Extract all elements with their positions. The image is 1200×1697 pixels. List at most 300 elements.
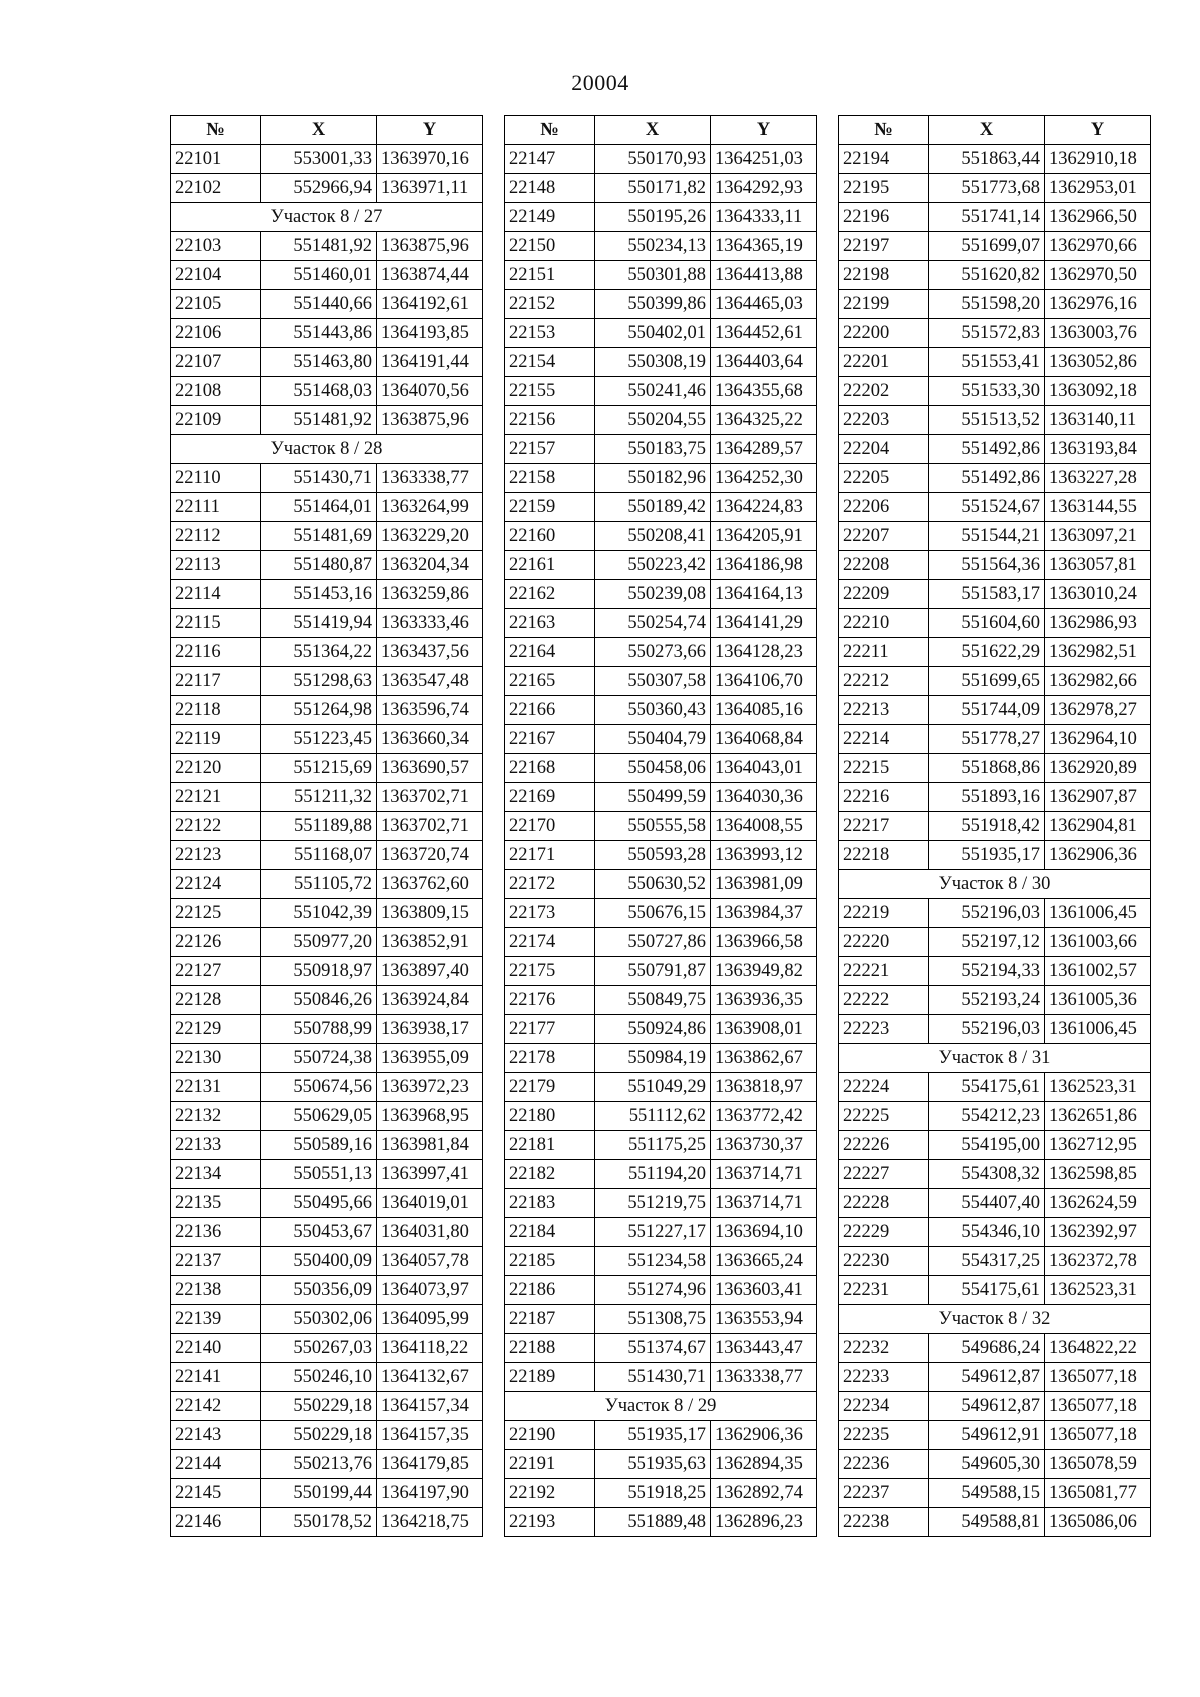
table-row [171,957,483,986]
x-coordinate: 551464,01 [261,493,377,522]
x-coordinate: 551918,25 [595,1479,711,1508]
point-number: 22216 [839,783,929,812]
point-number: 22220 [839,928,929,957]
table-row [171,580,483,609]
table-row [505,522,817,551]
table-row [839,261,1151,290]
y-coordinate: 1363762,60 [377,870,483,899]
point-number: 22226 [839,1131,929,1160]
x-coordinate: 551443,86 [261,319,377,348]
x-coordinate: 550234,13 [595,232,711,261]
x-coordinate: 554195,00 [929,1131,1045,1160]
x-coordinate: 551419,94 [261,609,377,638]
y-coordinate: 1364197,90 [377,1479,483,1508]
point-number: 22221 [839,957,929,986]
y-coordinate: 1362523,31 [1045,1073,1151,1102]
x-coordinate: 551572,83 [929,319,1045,348]
table-row [839,1189,1151,1218]
section-row [839,870,1151,899]
point-number: 22207 [839,522,929,551]
table-row [505,174,817,203]
x-coordinate: 550551,13 [261,1160,377,1189]
table-row [505,377,817,406]
x-coordinate: 551298,63 [261,667,377,696]
point-number: 22200 [839,319,929,348]
x-coordinate: 551481,92 [261,232,377,261]
point-number: 22170 [505,812,595,841]
table-row [839,1508,1151,1537]
point-number: 22142 [171,1392,261,1421]
y-coordinate: 1364355,68 [711,377,817,406]
y-coordinate: 1363949,82 [711,957,817,986]
x-coordinate: 551234,58 [595,1247,711,1276]
y-coordinate: 1363338,77 [711,1363,817,1392]
table-row [505,870,817,899]
x-coordinate: 551168,07 [261,841,377,870]
x-coordinate: 550402,01 [595,319,711,348]
x-coordinate: 550400,09 [261,1247,377,1276]
point-number: 22217 [839,812,929,841]
table-row [505,609,817,638]
point-number: 22199 [839,290,929,319]
table-row [505,1334,817,1363]
y-coordinate: 1363971,11 [377,174,483,203]
x-coordinate: 551622,29 [929,638,1045,667]
x-coordinate: 550356,09 [261,1276,377,1305]
x-coordinate: 551492,86 [929,464,1045,493]
point-number: 22103 [171,232,261,261]
point-number: 22112 [171,522,261,551]
x-coordinate: 551564,36 [929,551,1045,580]
table-row [839,1392,1151,1421]
point-number: 22116 [171,638,261,667]
y-coordinate: 1362598,85 [1045,1160,1151,1189]
x-coordinate: 554317,25 [929,1247,1045,1276]
page-number: 20004 [571,70,629,95]
x-coordinate: 551481,92 [261,406,377,435]
table-row [171,406,483,435]
table-row [505,986,817,1015]
x-coordinate: 550499,59 [595,783,711,812]
point-number: 22113 [171,551,261,580]
y-coordinate: 1363972,23 [377,1073,483,1102]
table-row [839,957,1151,986]
table-row [505,783,817,812]
y-coordinate: 1362624,59 [1045,1189,1151,1218]
table-row [171,1247,483,1276]
table-row [839,1334,1151,1363]
header-y: Y [711,116,817,145]
point-number: 22146 [171,1508,261,1537]
point-number: 22174 [505,928,595,957]
x-coordinate: 550308,19 [595,348,711,377]
y-coordinate: 1362910,18 [1045,145,1151,174]
y-coordinate: 1364192,61 [377,290,483,319]
table-row [839,986,1151,1015]
y-coordinate: 1362904,81 [1045,812,1151,841]
table-row [171,1102,483,1131]
y-coordinate: 1363603,41 [711,1276,817,1305]
point-number: 22223 [839,1015,929,1044]
x-coordinate: 551583,17 [929,580,1045,609]
y-coordinate: 1363690,57 [377,754,483,783]
x-coordinate: 549588,81 [929,1508,1045,1537]
table-row [171,1218,483,1247]
x-coordinate: 549612,87 [929,1392,1045,1421]
y-coordinate: 1363984,37 [711,899,817,928]
y-coordinate: 1362712,95 [1045,1131,1151,1160]
x-coordinate: 550302,06 [261,1305,377,1334]
table-row [505,1189,817,1218]
point-number: 22164 [505,638,595,667]
point-number: 22149 [505,203,595,232]
x-coordinate: 551699,07 [929,232,1045,261]
y-coordinate: 1364224,83 [711,493,817,522]
x-coordinate: 551481,69 [261,522,377,551]
section-row [171,203,483,232]
x-coordinate: 550849,75 [595,986,711,1015]
table-row [839,203,1151,232]
point-number: 22172 [505,870,595,899]
point-number: 22166 [505,696,595,725]
y-coordinate: 1364289,57 [711,435,817,464]
point-number: 22237 [839,1479,929,1508]
table-row [505,957,817,986]
point-number: 22206 [839,493,929,522]
y-coordinate: 1362906,36 [711,1421,817,1450]
point-number: 22201 [839,348,929,377]
header-number: № [839,116,929,145]
y-coordinate: 1364333,11 [711,203,817,232]
table-row [171,609,483,638]
y-coordinate: 1364073,97 [377,1276,483,1305]
x-coordinate: 551598,20 [929,290,1045,319]
x-coordinate: 551453,16 [261,580,377,609]
table-row [839,609,1151,638]
y-coordinate: 1364191,44 [377,348,483,377]
table-row [839,1479,1151,1508]
x-coordinate: 551211,32 [261,783,377,812]
y-coordinate: 1362964,10 [1045,725,1151,754]
y-coordinate: 1361002,57 [1045,957,1151,986]
x-coordinate: 550199,44 [261,1479,377,1508]
y-coordinate: 1363874,44 [377,261,483,290]
point-number: 22175 [505,957,595,986]
point-number: 22205 [839,464,929,493]
y-coordinate: 1364179,85 [377,1450,483,1479]
point-number: 22229 [839,1218,929,1247]
table-row [505,1160,817,1189]
point-number: 22122 [171,812,261,841]
y-coordinate: 1363862,67 [711,1044,817,1073]
point-number: 22108 [171,377,261,406]
y-coordinate: 1363092,18 [1045,377,1151,406]
point-number: 22147 [505,145,595,174]
x-coordinate: 550239,08 [595,580,711,609]
y-coordinate: 1364128,23 [711,638,817,667]
y-coordinate: 1362970,66 [1045,232,1151,261]
table-row [505,667,817,696]
point-number: 22183 [505,1189,595,1218]
point-number: 22150 [505,232,595,261]
point-number: 22213 [839,696,929,725]
point-number: 22212 [839,667,929,696]
table-row [839,1102,1151,1131]
y-coordinate: 1364095,99 [377,1305,483,1334]
x-coordinate: 550984,19 [595,1044,711,1073]
y-coordinate: 1364070,56 [377,377,483,406]
y-coordinate: 1364043,01 [711,754,817,783]
y-coordinate: 1363702,71 [377,783,483,812]
section-row [839,1305,1151,1334]
table-row [505,1218,817,1247]
table-row [839,1073,1151,1102]
table-row [171,1015,483,1044]
point-number: 22198 [839,261,929,290]
x-coordinate: 551935,17 [595,1421,711,1450]
y-coordinate: 1364413,88 [711,261,817,290]
y-coordinate: 1363052,86 [1045,348,1151,377]
table-row [839,812,1151,841]
y-coordinate: 1364325,22 [711,406,817,435]
y-coordinate: 1363057,81 [1045,551,1151,580]
point-number: 22109 [171,406,261,435]
table-row [505,1073,817,1102]
x-coordinate: 551935,63 [595,1450,711,1479]
y-coordinate: 1363908,01 [711,1015,817,1044]
section-title: Участок 8 / 31 [839,1044,1151,1073]
x-coordinate: 551544,21 [929,522,1045,551]
point-number: 22204 [839,435,929,464]
y-coordinate: 1364365,19 [711,232,817,261]
table-row [839,754,1151,783]
table-row [171,783,483,812]
table-row [505,928,817,957]
section-title: Участок 8 / 27 [171,203,483,232]
point-number: 22209 [839,580,929,609]
point-number: 22162 [505,580,595,609]
y-coordinate: 1363443,47 [711,1334,817,1363]
point-number: 22104 [171,261,261,290]
y-coordinate: 1363140,11 [1045,406,1151,435]
point-number: 22177 [505,1015,595,1044]
x-coordinate: 551430,71 [595,1363,711,1392]
x-coordinate: 551918,42 [929,812,1045,841]
y-coordinate: 1363694,10 [711,1218,817,1247]
point-number: 22102 [171,174,261,203]
table-row [505,696,817,725]
point-number: 22123 [171,841,261,870]
section-row [171,435,483,464]
x-coordinate: 550267,03 [261,1334,377,1363]
table-row [505,1421,817,1450]
table-row [171,638,483,667]
x-coordinate: 551889,48 [595,1508,711,1537]
table-row [171,1131,483,1160]
y-coordinate: 1363897,40 [377,957,483,986]
table-row [839,319,1151,348]
point-number: 22188 [505,1334,595,1363]
point-number: 22176 [505,986,595,1015]
point-number: 22121 [171,783,261,812]
x-coordinate: 550307,58 [595,667,711,696]
x-coordinate: 550918,97 [261,957,377,986]
y-coordinate: 1364218,75 [377,1508,483,1537]
y-coordinate: 1362372,78 [1045,1247,1151,1276]
table-row [839,290,1151,319]
table-row [171,174,483,203]
section-row [839,1044,1151,1073]
x-coordinate: 549605,30 [929,1450,1045,1479]
x-coordinate: 551513,52 [929,406,1045,435]
table-row [505,435,817,464]
x-coordinate: 550676,15 [595,899,711,928]
x-coordinate: 550213,76 [261,1450,377,1479]
point-number: 22190 [505,1421,595,1450]
x-coordinate: 551699,65 [929,667,1045,696]
y-coordinate: 1365086,06 [1045,1508,1151,1537]
x-coordinate: 550589,16 [261,1131,377,1160]
point-number: 22134 [171,1160,261,1189]
table-row [505,899,817,928]
y-coordinate: 1364157,35 [377,1421,483,1450]
x-coordinate: 554407,40 [929,1189,1045,1218]
point-number: 22107 [171,348,261,377]
x-coordinate: 550404,79 [595,725,711,754]
header-y: Y [377,116,483,145]
y-coordinate: 1364106,70 [711,667,817,696]
coordinates-table-3 [838,115,1151,1537]
header-x: X [595,116,711,145]
y-coordinate: 1362966,50 [1045,203,1151,232]
point-number: 22179 [505,1073,595,1102]
table-row [505,1044,817,1073]
y-coordinate: 1362953,01 [1045,174,1151,203]
y-coordinate: 1361006,45 [1045,899,1151,928]
x-coordinate: 551223,45 [261,725,377,754]
x-coordinate: 551215,69 [261,754,377,783]
point-number: 22165 [505,667,595,696]
point-number: 22152 [505,290,595,319]
table-row [171,319,483,348]
table-row [839,464,1151,493]
y-coordinate: 1363596,74 [377,696,483,725]
point-number: 22208 [839,551,929,580]
point-number: 22230 [839,1247,929,1276]
table-row [505,203,817,232]
table-row [839,551,1151,580]
header-x: X [261,116,377,145]
section-title: Участок 8 / 32 [839,1305,1151,1334]
x-coordinate: 550183,75 [595,435,711,464]
y-coordinate: 1363665,24 [711,1247,817,1276]
y-coordinate: 1363660,34 [377,725,483,754]
y-coordinate: 1365078,59 [1045,1450,1151,1479]
table-row [839,377,1151,406]
y-coordinate: 1363981,09 [711,870,817,899]
table-row [171,1044,483,1073]
x-coordinate: 550593,28 [595,841,711,870]
x-coordinate: 551553,41 [929,348,1045,377]
y-coordinate: 1363981,84 [377,1131,483,1160]
point-number: 22186 [505,1276,595,1305]
x-coordinate: 551189,88 [261,812,377,841]
table-row [171,1189,483,1218]
table-row [505,1247,817,1276]
point-number: 22132 [171,1102,261,1131]
x-coordinate: 550273,66 [595,638,711,667]
header-y: Y [1045,116,1151,145]
table-row [505,145,817,174]
y-coordinate: 1364465,03 [711,290,817,319]
table-row [171,145,483,174]
point-number: 22227 [839,1160,929,1189]
x-coordinate: 550399,86 [595,290,711,319]
header-number: № [171,116,261,145]
x-coordinate: 550977,20 [261,928,377,957]
point-number: 22195 [839,174,929,203]
point-number: 22127 [171,957,261,986]
point-number: 22180 [505,1102,595,1131]
y-coordinate: 1363938,17 [377,1015,483,1044]
y-coordinate: 1364141,29 [711,609,817,638]
point-number: 22233 [839,1363,929,1392]
point-number: 22154 [505,348,595,377]
point-number: 22214 [839,725,929,754]
section-row [505,1392,817,1421]
point-number: 22184 [505,1218,595,1247]
table-row [171,928,483,957]
table-row [171,667,483,696]
table-row [839,522,1151,551]
y-coordinate: 1364193,85 [377,319,483,348]
x-coordinate: 554346,10 [929,1218,1045,1247]
x-coordinate: 551227,17 [595,1218,711,1247]
y-coordinate: 1363714,71 [711,1189,817,1218]
table-row [171,290,483,319]
table-row [839,1218,1151,1247]
section-title: Участок 8 / 28 [171,435,483,464]
y-coordinate: 1362896,23 [711,1508,817,1537]
point-number: 22211 [839,638,929,667]
y-coordinate: 1363772,42 [711,1102,817,1131]
point-number: 22185 [505,1247,595,1276]
y-coordinate: 1363936,35 [711,986,817,1015]
table-row [839,899,1151,928]
y-coordinate: 1364057,78 [377,1247,483,1276]
x-coordinate: 550229,18 [261,1392,377,1421]
table-row [505,580,817,609]
y-coordinate: 1363966,58 [711,928,817,957]
point-number: 22120 [171,754,261,783]
y-coordinate: 1364019,01 [377,1189,483,1218]
x-coordinate: 551175,25 [595,1131,711,1160]
point-number: 22203 [839,406,929,435]
x-coordinate: 552197,12 [929,928,1045,957]
x-coordinate: 551744,09 [929,696,1045,725]
point-number: 22140 [171,1334,261,1363]
table-row [505,812,817,841]
x-coordinate: 551049,29 [595,1073,711,1102]
point-number: 22187 [505,1305,595,1334]
x-coordinate: 550223,42 [595,551,711,580]
y-coordinate: 1363553,94 [711,1305,817,1334]
x-coordinate: 551374,67 [595,1334,711,1363]
x-coordinate: 551463,80 [261,348,377,377]
point-number: 22118 [171,696,261,725]
table-row [505,1276,817,1305]
point-number: 22171 [505,841,595,870]
